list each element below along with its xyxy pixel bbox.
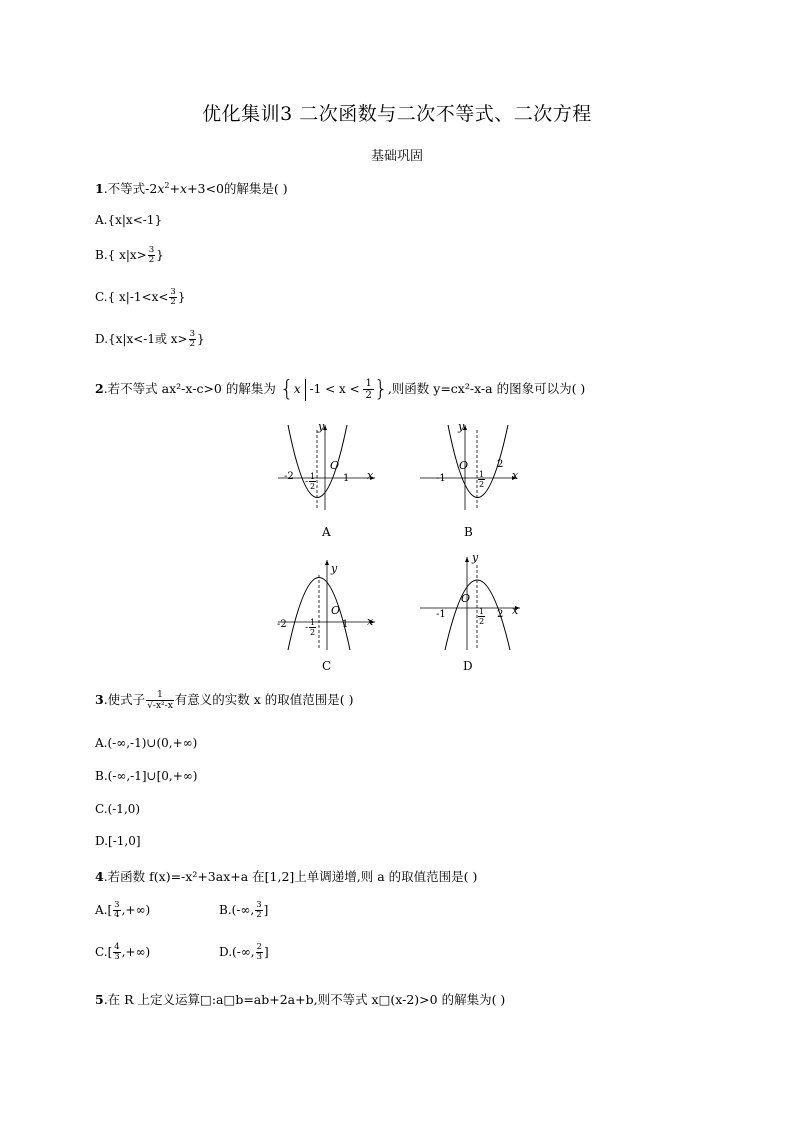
stem-text: .若函数 f(x)=-x²+3ax+a 在[1,2]上单调递增,则 a 的取值范围是( ): [103, 869, 478, 884]
stem-text: .不等式-2: [103, 181, 158, 196]
graph-a-caption: A: [322, 525, 331, 539]
stem-text: +3<0的解集是( ): [187, 181, 288, 196]
q4-option-d: D.(-∞, $\frac{2}{3}$ ]: [219, 942, 269, 962]
question-5-stem: [95, 990, 505, 1008]
question-number: 2: [95, 381, 104, 396]
section-subtitle: 基础巩固: [370, 149, 423, 164]
graph-c-vertex-label: - $\frac{1}{2}$: [305, 618, 316, 637]
opt-text: }: [177, 290, 186, 304]
opt-text: }: [156, 248, 164, 262]
opt-text: }: [197, 332, 205, 346]
graph-a-origin: O: [330, 459, 340, 472]
stem-var: x: [157, 181, 165, 196]
graph-b-right-root: 2: [497, 459, 504, 470]
question-1-stem: [95, 179, 288, 197]
question-3-stem: [95, 690, 354, 711]
fraction: $\frac{3}{2}$: [148, 245, 155, 265]
q3-option-a: A.(-∞,-1)∪(0,+∞): [95, 736, 198, 750]
graph-c: [278, 560, 375, 650]
q3-option-b: B.(-∞,-1]∪[0,+∞): [95, 769, 198, 783]
opt-text: C.{ x|-1<x<: [95, 290, 169, 304]
stem-sup: 2: [164, 181, 170, 190]
graph-b-origin: O: [459, 459, 469, 472]
graph-a-vertex-label: - $\frac{1}{2}$: [305, 472, 316, 491]
opt-text: D.{x|x<-1或 x>: [95, 332, 188, 346]
q1-option-a: A.{x|x<-1}: [95, 213, 163, 227]
fraction: $\frac{3}{2}$: [189, 329, 196, 349]
question-number: 1: [95, 181, 104, 196]
q4-option-c: C.[ $\frac{4}{3}$ ,+∞): [95, 942, 151, 962]
graph-c-origin: O: [331, 604, 341, 617]
graph-d-caption: D: [463, 659, 473, 673]
graph-d-right-root: 2: [497, 609, 504, 620]
graph-b-left-root: -1: [436, 473, 446, 484]
q1-option-d: [95, 330, 205, 349]
graph-d-left-root: -1: [436, 609, 446, 620]
stem-var: x: [180, 181, 188, 196]
fraction: $\frac{1}{\text{√-x²-x}}$: [147, 690, 173, 711]
stem-text: ,则函数 y=cx²-x-a 的图象可以为( ): [387, 381, 586, 396]
question-number: 3: [95, 692, 104, 707]
stem-text: 有意义的实数 x 的取值范围是( ): [174, 692, 354, 707]
question-number: 4: [95, 869, 104, 884]
q3-option-c: C.(-1,0): [95, 802, 141, 816]
graph-d-vertex-label: $\frac{1}{2}$: [479, 607, 485, 626]
fraction: $\frac{3}{2}$: [170, 287, 176, 307]
graph-d-x-label: x: [512, 604, 519, 617]
opt-text: B.{ x|x>: [95, 248, 147, 262]
graph-a-right-root: 1: [343, 473, 350, 484]
q4-option-b: B.(-∞, $\frac{3}{2}$ ]: [219, 900, 269, 920]
graph-b-caption: B: [464, 525, 473, 539]
solution-set: {x -1 < x < $\frac{1}{2}$ }: [279, 377, 388, 402]
graph-a-left-root: -2: [284, 471, 294, 482]
graph-c-left-root: -2: [277, 619, 287, 630]
graph-d-origin: O: [461, 592, 471, 605]
graph-b-x-label: x: [512, 469, 519, 482]
graph-c-x-label: x: [367, 615, 374, 628]
graph-c-y-label: y: [331, 562, 338, 575]
stem-text: .在 R 上定义运算□:a□b=ab+2a+b,则不等式 x□(x-2)>0 的解集为( ): [103, 992, 506, 1007]
graph-b-vertex-label: $\frac{1}{2}$: [479, 470, 485, 489]
question-4-stem: [95, 867, 477, 885]
q1-option-c: [95, 288, 185, 307]
graph-d-y-label: y: [472, 551, 479, 564]
graph-c-right-root: 1: [342, 619, 349, 630]
stem-text: .若不等式 ax²-x-c>0 的解集为: [103, 381, 276, 396]
graph-a: [278, 425, 375, 510]
graph-b-y-label: y: [458, 420, 465, 433]
q4-option-a: A.[ $\frac{3}{4}$ ,+∞): [95, 900, 151, 920]
graph-a-x-label: x: [367, 469, 374, 482]
stem-text: +: [169, 181, 180, 196]
page-title: 优化集训3 二次函数与二次不等式、二次方程: [202, 103, 592, 125]
q3-option-d: D.[-1,0]: [95, 834, 141, 848]
q1-option-b: [95, 246, 164, 265]
question-number: 5: [95, 992, 104, 1007]
graph-c-caption: C: [322, 659, 332, 673]
stem-text: .使式子: [103, 692, 146, 707]
question-2-stem: [95, 377, 585, 402]
graph-a-y-label: y: [318, 420, 325, 433]
